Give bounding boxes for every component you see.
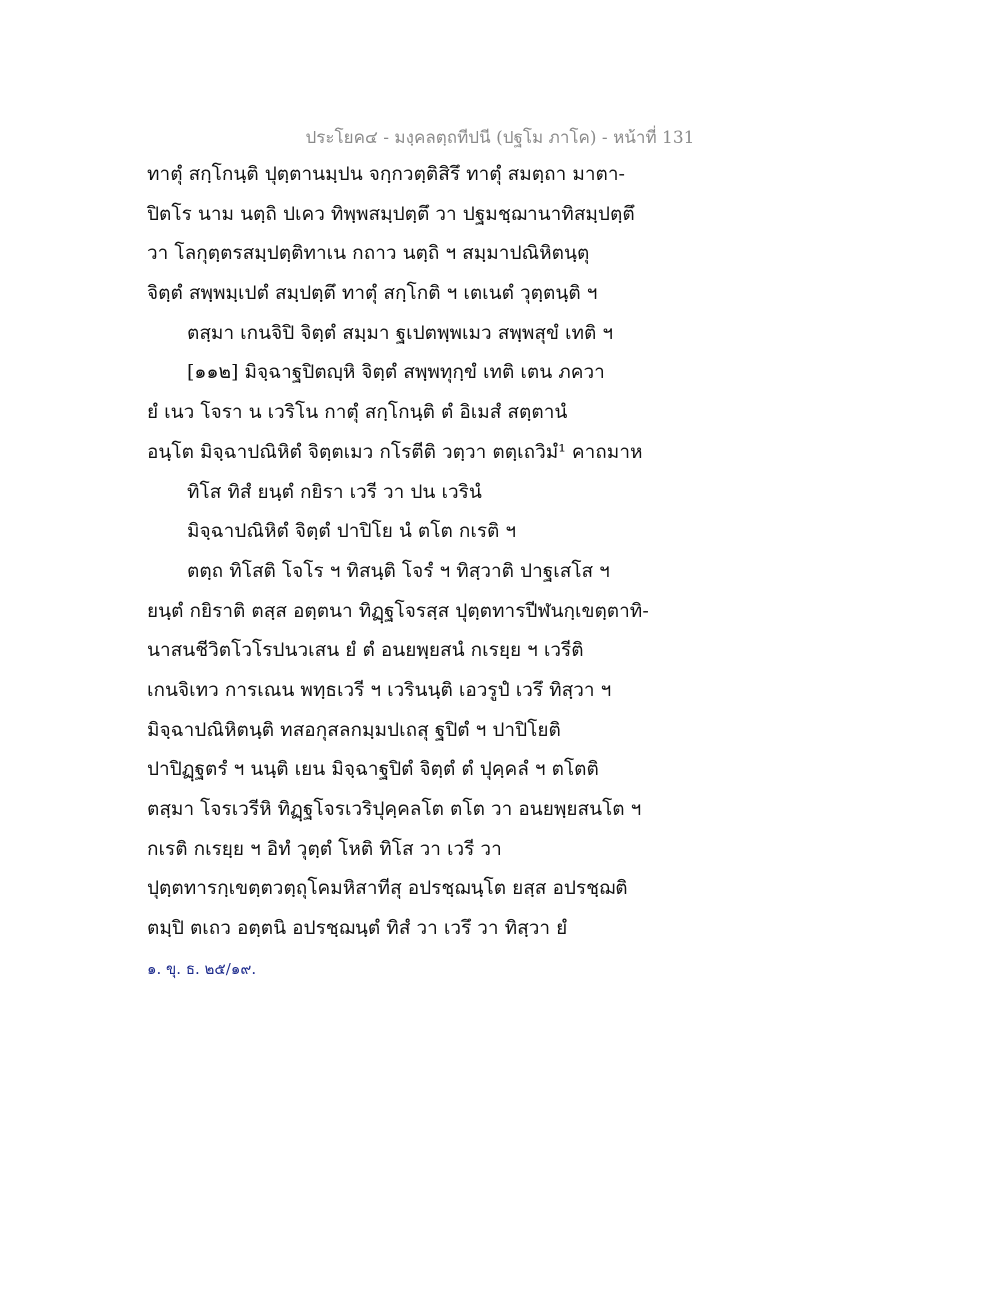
text-line: ตสฺมา เกนจิปิ จิตฺตํ สมฺมา ฐเปตพฺพเมว สพฺพสุขํ เทติ ฯ: [187, 321, 614, 344]
text-line: นาสนชีวิตโวโรปนวเสน ยํ ตํ อนยพฺยสนํ กเรยฺย ฯ เวรีติ: [147, 639, 584, 662]
text-line: จิตฺตํ สพฺพมฺเปตํ สมฺปตฺตึ ทาตุํ สกฺโกติ ฯ เตเนตํ วุตฺตนฺติ ฯ: [147, 282, 598, 305]
text-line: เกนจิเทว การเณน พทฺธเวรี ฯ เวรินนฺติ เอวรูปํ เวรึ ทิสฺวา ฯ: [147, 678, 612, 701]
text-line: ตมฺปิ ตเถว อตฺตนิ อปรชฺฌนฺตํ ทิสํ วา เวรึ วา ทิสฺวา ยํ: [147, 917, 568, 940]
text-line: กเรติ กเรยฺย ฯ อิทํ วุตฺตํ โหติ ทิโส วา เวรี วา: [147, 837, 502, 860]
text-line: [๑๑๒] มิจฺฉาฐปิตญฺหิ จิตฺตํ สพฺพทุกฺขํ เทติ เตน ภควา: [187, 361, 605, 384]
text-line: ตตฺถ ทิโสติ โจโร ฯ ทิสนฺติ โจรํ ฯ ทิสฺวาติ ปาฐเสโส ฯ: [187, 559, 610, 582]
verse-line: ทิโส ทิสํ ยนฺตํ กยิรา เวรี วา ปน เวรินํ: [187, 480, 482, 503]
text-line: อนฺโต มิจฺฉาปณิหิตํ จิตฺตเมว กโรตีติ วตฺวา ตตฺเถวิมํ¹ คาถมาห: [147, 440, 643, 463]
text-line: ยํ เนว โจรา น เวริโน กาตุํ สกฺโกนฺติ ตํ อิเมสํ สตฺตานํ: [147, 401, 568, 424]
text-line: ปุตฺตทารกฺเขตฺตวตฺถุโคมหิสาทีสุ อปรชฺฌนฺโต ยสฺส อปรชฺฌติ: [147, 877, 628, 900]
verse-line: มิจฺฉาปณิหิตํ จิตฺตํ ปาปิโย นํ ตโต กเรติ ฯ: [187, 520, 517, 543]
text-line: ยนฺตํ กยิราติ ตสฺส อตฺตนา ทิฏฺฐโจรสฺส ปุตฺตทารปีฬนกฺเขตฺตาทิ-: [147, 599, 649, 622]
text-line: ปาปิฏฺฐตรํ ฯ นนฺติ เยน มิจฺฉาฐปิตํ จิตฺตํ ตํ ปุคฺคลํ ฯ ตโตติ: [147, 758, 599, 781]
page-header: [0, 124, 1000, 151]
text-line: มิจฺฉาปณิหิตนฺติ ทสอกุสลกมฺมปเถสุ ฐปิตํ ฯ ปาปิโยติ: [147, 718, 561, 741]
body-text: [147, 158, 667, 952]
text-line: วา โลกุตฺตรสมฺปตฺติทาเน กถาว นตฺถิ ฯ สมฺมาปณิหิตนฺตุ: [147, 242, 590, 265]
page-header-text: ประโยค๔ - มงฺคลตฺถทีปนี (ปฐโม ภาโค) - หน้าที่ 131: [305, 128, 695, 148]
text-line: ปิตโร นาม นตฺถิ ปเคว ทิพฺพสมฺปตฺตึ วา ปฐมชฺฌานาทิสมฺปตฺตึ: [147, 202, 635, 225]
text-line: ตสฺมา โจรเวรีหิ ทิฏฺฐโจรเวริปุคฺคลโต ตโต วา อนยพฺยสนโต ฯ: [147, 798, 642, 820]
text-line: ทาตุํ สกฺโกนฺติ ปุตฺตานมฺปน จกฺกวตฺติสิรึ ทาตุํ สมตฺถา มาตา-: [147, 163, 625, 185]
footnote: ๑. ขุ. ธ. ๒๕/๑๙.: [147, 960, 257, 978]
